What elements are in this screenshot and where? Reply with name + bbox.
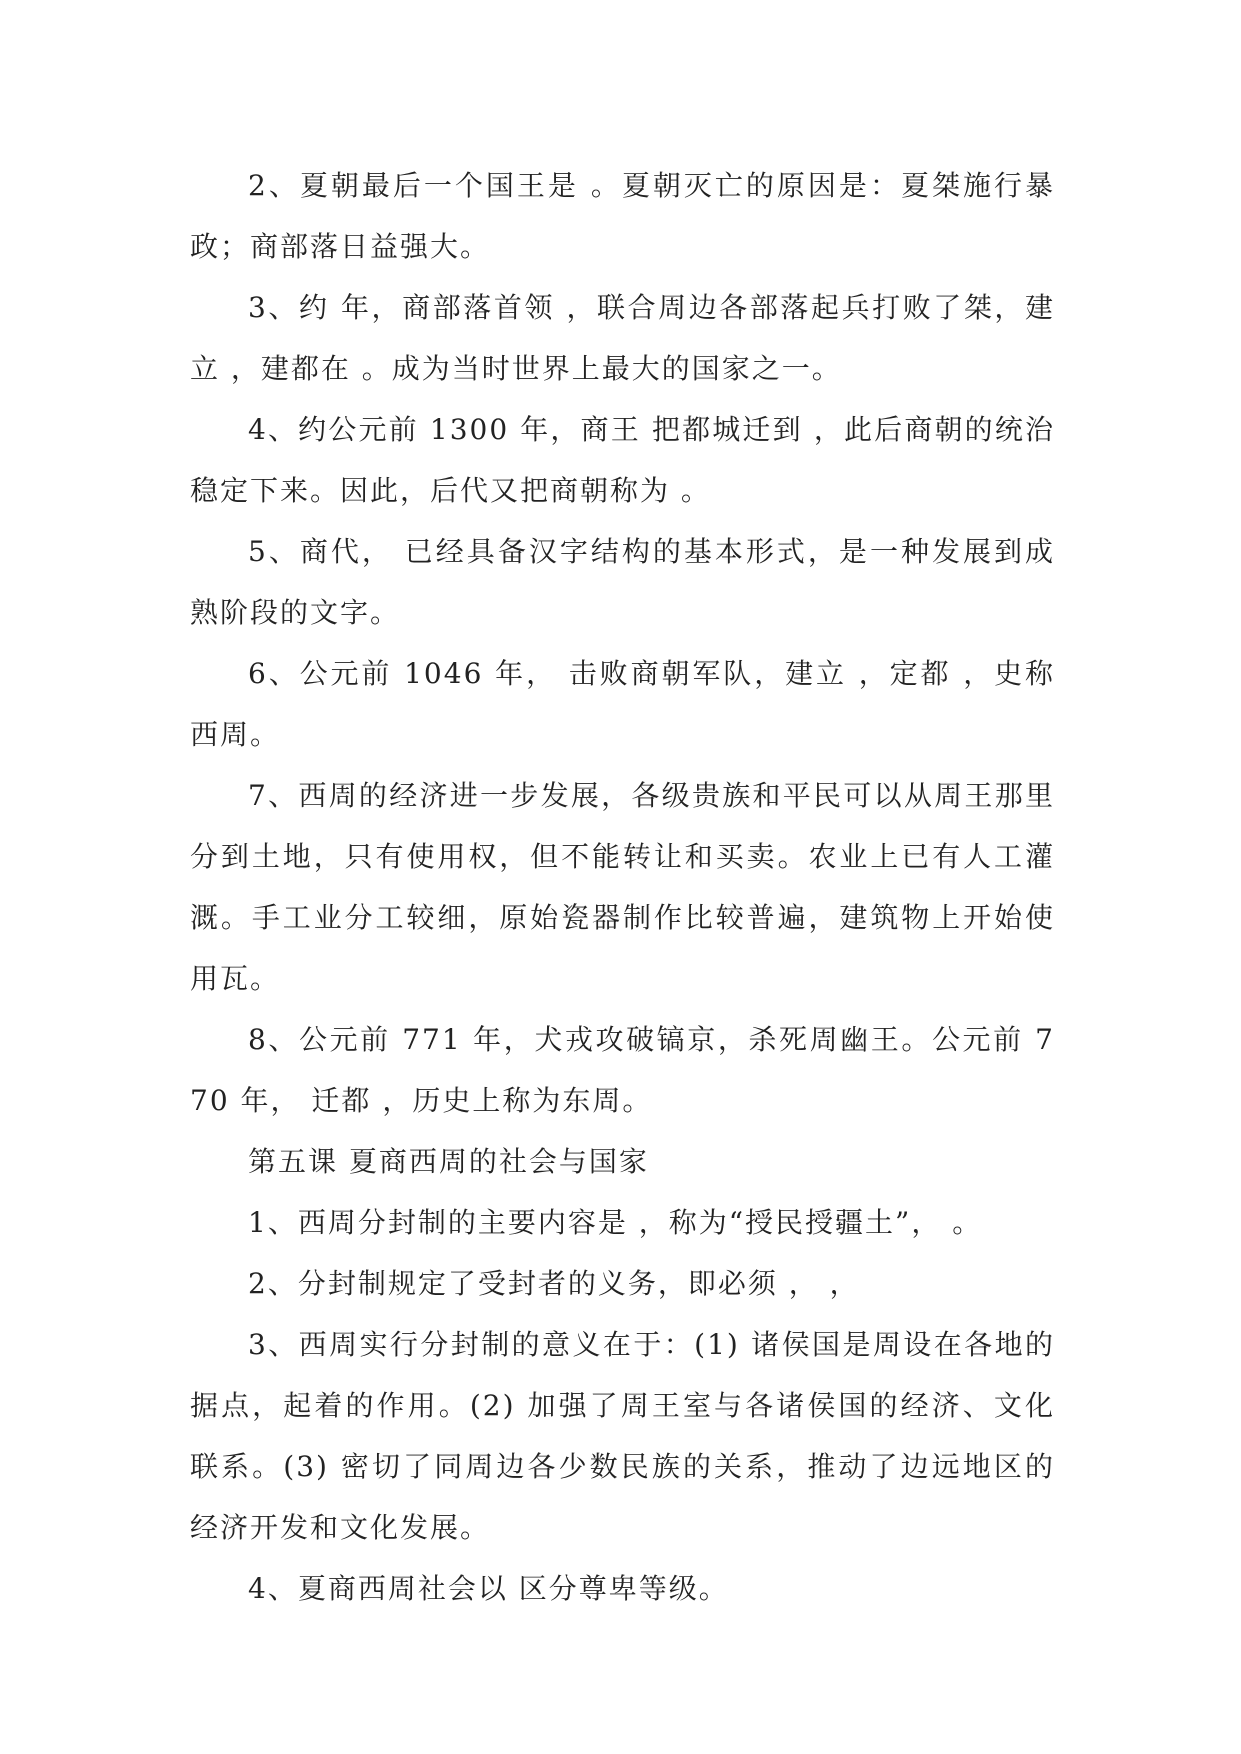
paragraph-q8: 8、公元前 771 年，犬戎攻破镐京，杀死周幽王。公元前 770 年， 迁都 ，历史上称为东周。 — [190, 1023, 1055, 1117]
lesson-title: 第五课 夏商西周的社会与国家 — [248, 1145, 649, 1178]
lesson-paragraph-2: 2、分封制规定了受封者的义务，即必须 ， ， — [248, 1267, 860, 1300]
paragraph-q2: 2、夏朝最后一个国王是 。夏朝灭亡的原因是：夏桀施行暴政；商部落日益强大。 — [190, 169, 1055, 263]
document-page — [190, 155, 1055, 1619]
lesson-paragraph-3: 3、西周实行分封制的意义在于：(1) 诸侯国是周设在各地的据点，起着的作用。(2) 加强了周王室与各诸侯国的经济、文化联系。(3) 密切了同周边各少数民族的关系，推动了边远地区的经济开发和文化发展。 — [190, 1328, 1055, 1544]
paragraph-q4: 4、约公元前 1300 年，商王 把都城迁到 ，此后商朝的统治稳定下来。因此，后代又把商朝称为 。 — [190, 413, 1055, 507]
paragraph-q7: 7、西周的经济进一步发展，各级贵族和平民可以从周王那里分到土地，只有使用权，但不能转让和买卖。农业上已有人工灌溉。手工业分工较细，原始瓷器制作比较普遍，建筑物上开始使用瓦。 — [190, 779, 1055, 995]
paragraph-q5: 5、商代， 已经具备汉字结构的基本形式，是一种发展到成熟阶段的文字。 — [190, 535, 1055, 629]
paragraph-q6: 6、公元前 1046 年， 击败商朝军队，建立 ，定都 ，史称西周。 — [190, 657, 1055, 751]
lesson-paragraph-4: 4、夏商西周社会以 区分尊卑等级。 — [248, 1572, 729, 1605]
lesson-paragraph-1: 1、西周分封制的主要内容是 ，称为“授民授疆土”， 。 — [248, 1206, 983, 1239]
paragraph-q3: 3、约 年，商部落首领 ，联合周边各部落起兵打败了桀，建立 ，建都在 。成为当时世界上最大的国家之一。 — [190, 291, 1055, 385]
